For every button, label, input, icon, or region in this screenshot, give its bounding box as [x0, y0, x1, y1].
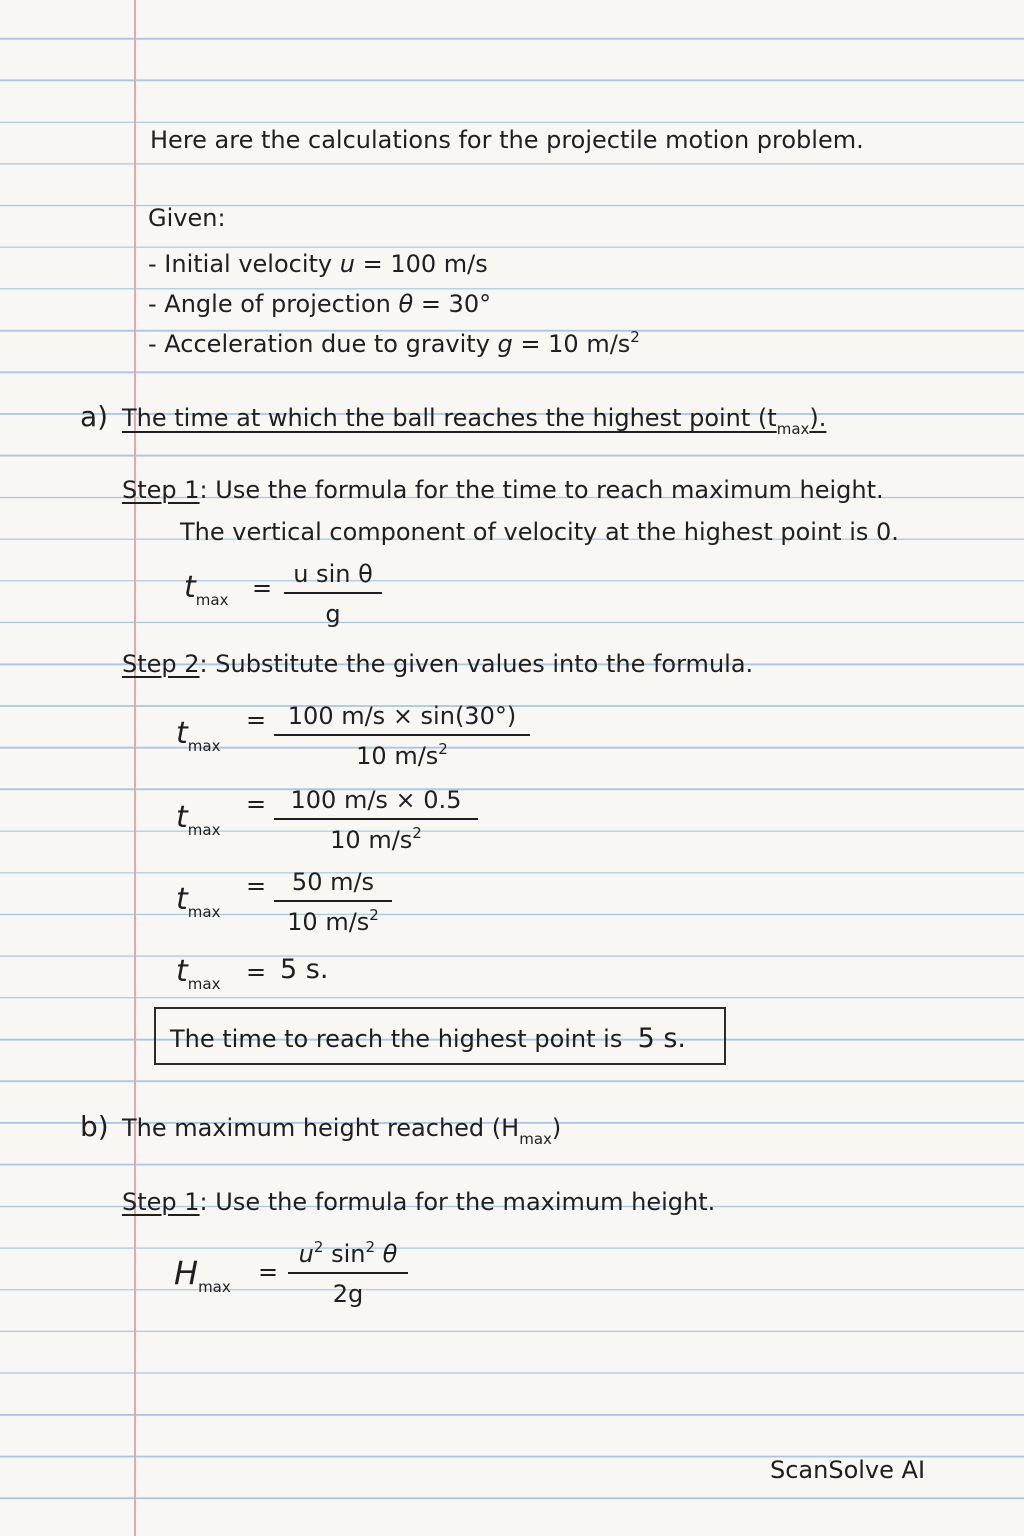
fraction-denominator: 10 $m/s^2$	[330, 824, 422, 854]
fraction-denominator: 2g	[332, 1280, 364, 1308]
fraction-numerator: 50 m/s	[274, 868, 392, 902]
fraction-numerator: $u^2$ $\sin^2 \theta$	[288, 1240, 408, 1274]
part-b-step1	[122, 1188, 715, 1216]
given-label: - Initial velocity	[148, 250, 333, 278]
given-symbol: θ	[398, 290, 414, 318]
hmax-fraction	[288, 1240, 408, 1308]
answer-box	[154, 1007, 726, 1065]
step-label: Step 1	[122, 1188, 200, 1216]
sub1-lhs: $t_{max}$	[176, 716, 221, 755]
fraction-numerator: 100 m/s × 0.5	[274, 786, 478, 820]
sub2-fraction	[274, 786, 478, 854]
result-equals: =	[246, 958, 267, 986]
given-item-gravity	[148, 330, 640, 358]
part-a-title	[122, 404, 827, 438]
given-label: - Acceleration due to gravity	[148, 330, 490, 358]
given-value: = 30°	[420, 290, 492, 318]
hmax-lhs: $H_{max}$	[174, 1254, 231, 1296]
sub3-fraction	[274, 868, 392, 936]
step-text: : Substitute the given values into the formula.	[199, 650, 754, 678]
step-label: Step 1	[122, 476, 200, 504]
step-label: Step 2	[122, 650, 200, 678]
fraction-numerator: u sin θ	[284, 560, 382, 594]
part-a-step1	[122, 476, 884, 504]
part-a-step1-note: The vertical component of velocity at the highest point is 0.	[180, 518, 899, 546]
fraction-numerator: 100 m/s × sin(30°)	[274, 702, 530, 736]
sub3-equals: =	[246, 872, 267, 900]
given-symbol: g	[497, 330, 513, 358]
sub3-lhs: $t_{max}$	[176, 882, 221, 921]
given-item-velocity	[148, 250, 488, 278]
fraction-denominator: 10 $m/s^2$	[287, 906, 379, 936]
step-text: : Use the formula for the maximum height.	[199, 1188, 716, 1216]
given-heading: Given:	[148, 204, 226, 232]
result-value: 5 s.	[280, 954, 329, 985]
given-label: - Angle of projection	[148, 290, 391, 318]
answer-text: The time to reach the highest point is 5 s.	[170, 1023, 687, 1054]
part-a-step2	[122, 650, 753, 678]
step-text: : Use the formula for the time to reach maximum height.	[199, 476, 884, 504]
formula-fraction	[284, 560, 382, 628]
sub1-equals: =	[246, 706, 267, 734]
part-a-marker: a)	[80, 400, 109, 433]
answer-value: 5 s.	[637, 1023, 687, 1054]
fraction-denominator: 10 $m/s^2$	[356, 740, 448, 770]
sub2-lhs: $t_{max}$	[176, 800, 221, 839]
part-b-title: The maximum height reached $(H_{max})$	[122, 1114, 562, 1148]
hmax-equals: =	[258, 1258, 279, 1286]
given-superscript: 2	[630, 328, 640, 346]
part-b-marker: b)	[80, 1110, 109, 1143]
margin-line	[134, 0, 136, 1536]
sub1-fraction	[274, 702, 530, 770]
brand-signature: ScanSolve AI	[770, 1456, 926, 1484]
intro-text: Here are the calculations for the projectile motion problem.	[150, 126, 864, 154]
given-item-angle	[148, 290, 491, 318]
given-symbol: u	[339, 250, 355, 278]
fraction-denominator: g	[325, 600, 341, 628]
formula-lhs: $t_{max}$	[184, 570, 229, 609]
part-a-title-text: The time at which the ball reaches the highest point $(t_{max})$.	[122, 404, 827, 438]
sub2-equals: =	[246, 790, 267, 818]
given-value: = 10 m/s	[520, 330, 631, 358]
formula-equals: =	[252, 574, 273, 602]
given-value: = 100 m/s	[362, 250, 488, 278]
result-lhs: $t_{max}$	[176, 954, 221, 993]
